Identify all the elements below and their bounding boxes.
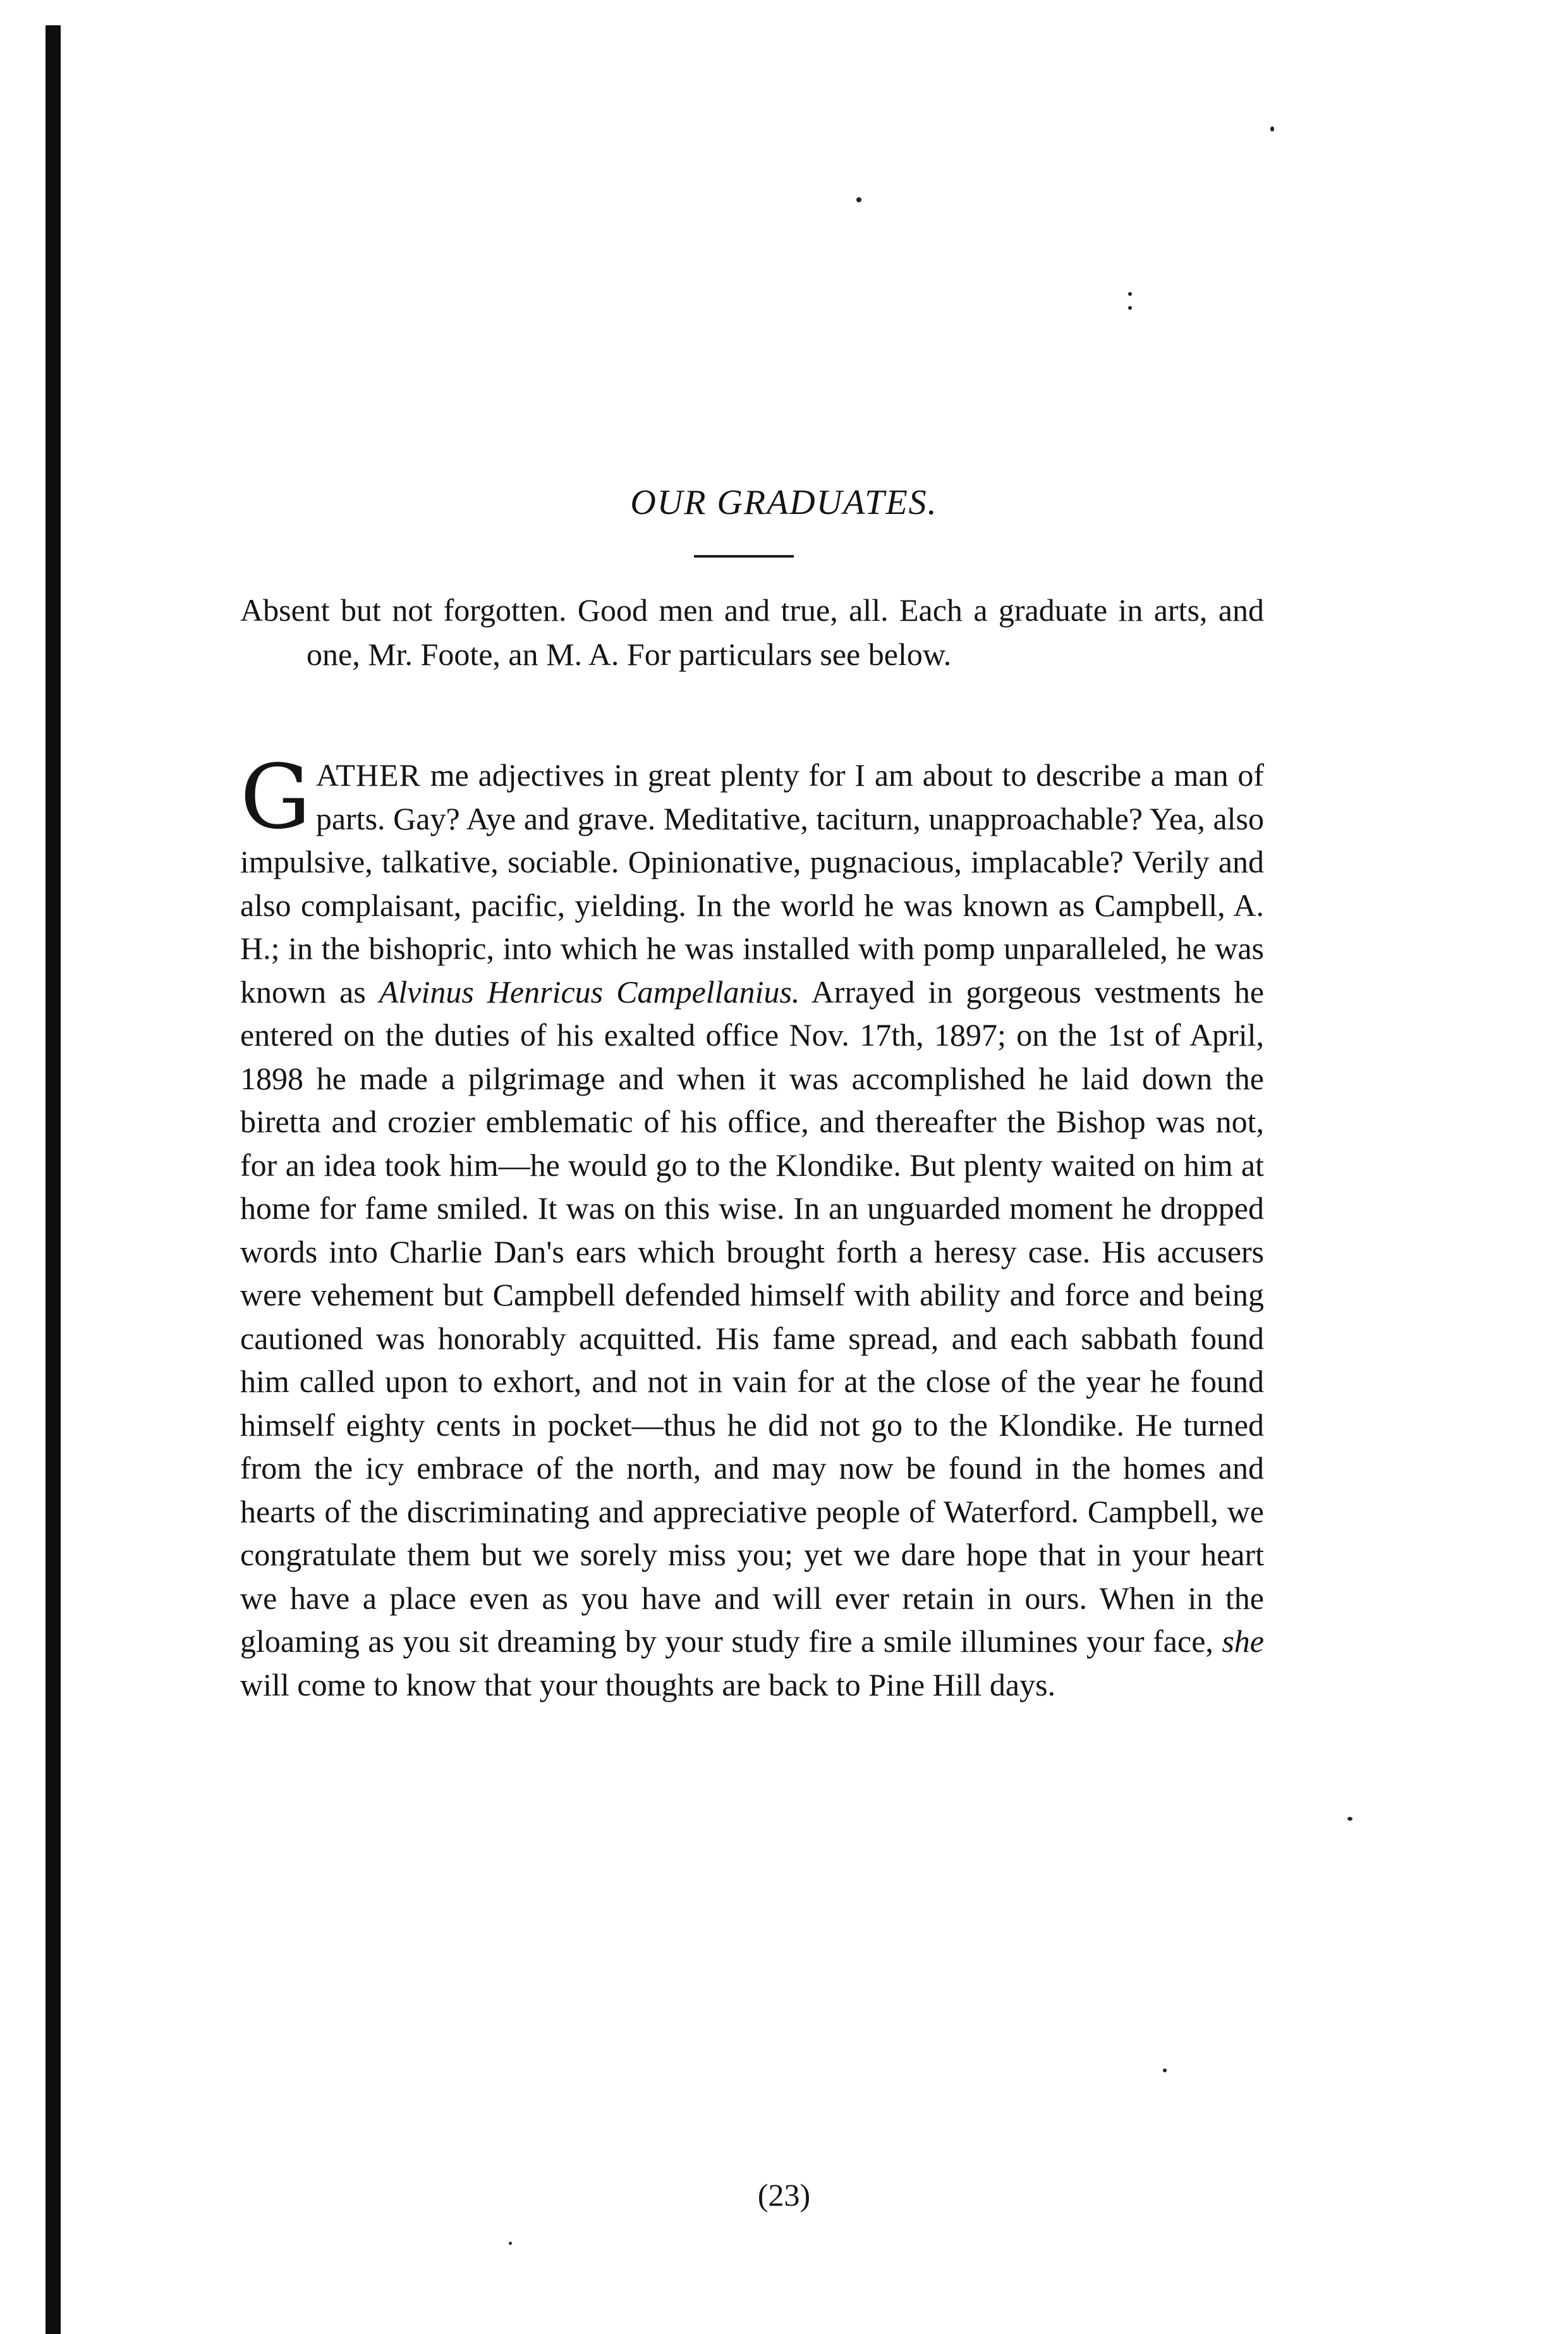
- body-text-part2: Arrayed in gorgeous vestments he entered on the duties of his exalted office Nov. 17th, 1897; on the 1st of April, 1898 he made a pilgrimage and when it was accomplished he laid down the biretta and crozier emblematic of his office, and thereafter the Bishop was not, for an idea took him—he would go to the Klondike. But plenty waited on him at home for fame smiled. It was on this wise. In an unguarded moment he dropped words into Charlie Dan's ears which brought forth a heresy case. His accusers were vehement but Campbell defended himself with ability and force and being cautioned was honorably acquitted. His fame spread, and each sabbath found him called upon to exhort, and not in vain for at the close of the year he found himself eighty cents in pocket—thus he did not go to the Klondike. He turned from the icy embrace of the north, and may now be found in the homes and hearts of the discriminating and appreciative people of Waterford. Campbell, we congratulate them but we sorely miss you; yet we dare hope that in your heart we have a place even as you have and will ever retain in ours. When in the gloaming as you sit dreaming by your study fire a smile illumines your face,: [240, 974, 1265, 1659]
- scan-speck: [856, 197, 861, 202]
- body-text-part3: will come to know that your thoughts are back to Pine Hill days.: [240, 1666, 1056, 1702]
- page-number: (23): [757, 2177, 811, 2213]
- intro-block: [240, 588, 1264, 676]
- she-word: she: [1222, 1623, 1264, 1659]
- scan-speck: [1347, 1817, 1352, 1821]
- latin-name: Alvinus Henricus Campellanius.: [379, 974, 800, 1010]
- title-rule: [694, 555, 794, 558]
- scan-speck: [1128, 306, 1132, 310]
- scan-speck: [509, 2242, 512, 2245]
- intro-paragraph: Absent but not forgotten. Good men and true, all. Each a graduate in arts, and one, Mr. Foote, an M. A. For particulars see below.: [240, 592, 1264, 672]
- page-title: OUR GRADUATES.: [630, 483, 938, 522]
- body-text-part1: me adjectives in great plenty for I am about to describe a man of parts. Gay? Aye and grave. Meditative, taciturn, unapproachable? Yea, also impulsive, talkative, sociable. Opinionative, pugnacious, implacable? Verily and also complaisant, pacific, yielding. In the world he was known as Campbell, A. H.; in the bishopric, into which he was installed with pomp unparalleled, he was known as: [240, 757, 1264, 1010]
- lead-word: ATHER: [315, 757, 421, 793]
- scan-speck: [1163, 2068, 1167, 2072]
- drop-cap: G: [240, 746, 311, 849]
- scan-speck: [1270, 126, 1274, 131]
- page-binding-edge: [46, 25, 61, 2334]
- article-body: [240, 746, 1265, 1706]
- body-paragraph: [240, 746, 1265, 1706]
- scan-speck: [1128, 292, 1132, 296]
